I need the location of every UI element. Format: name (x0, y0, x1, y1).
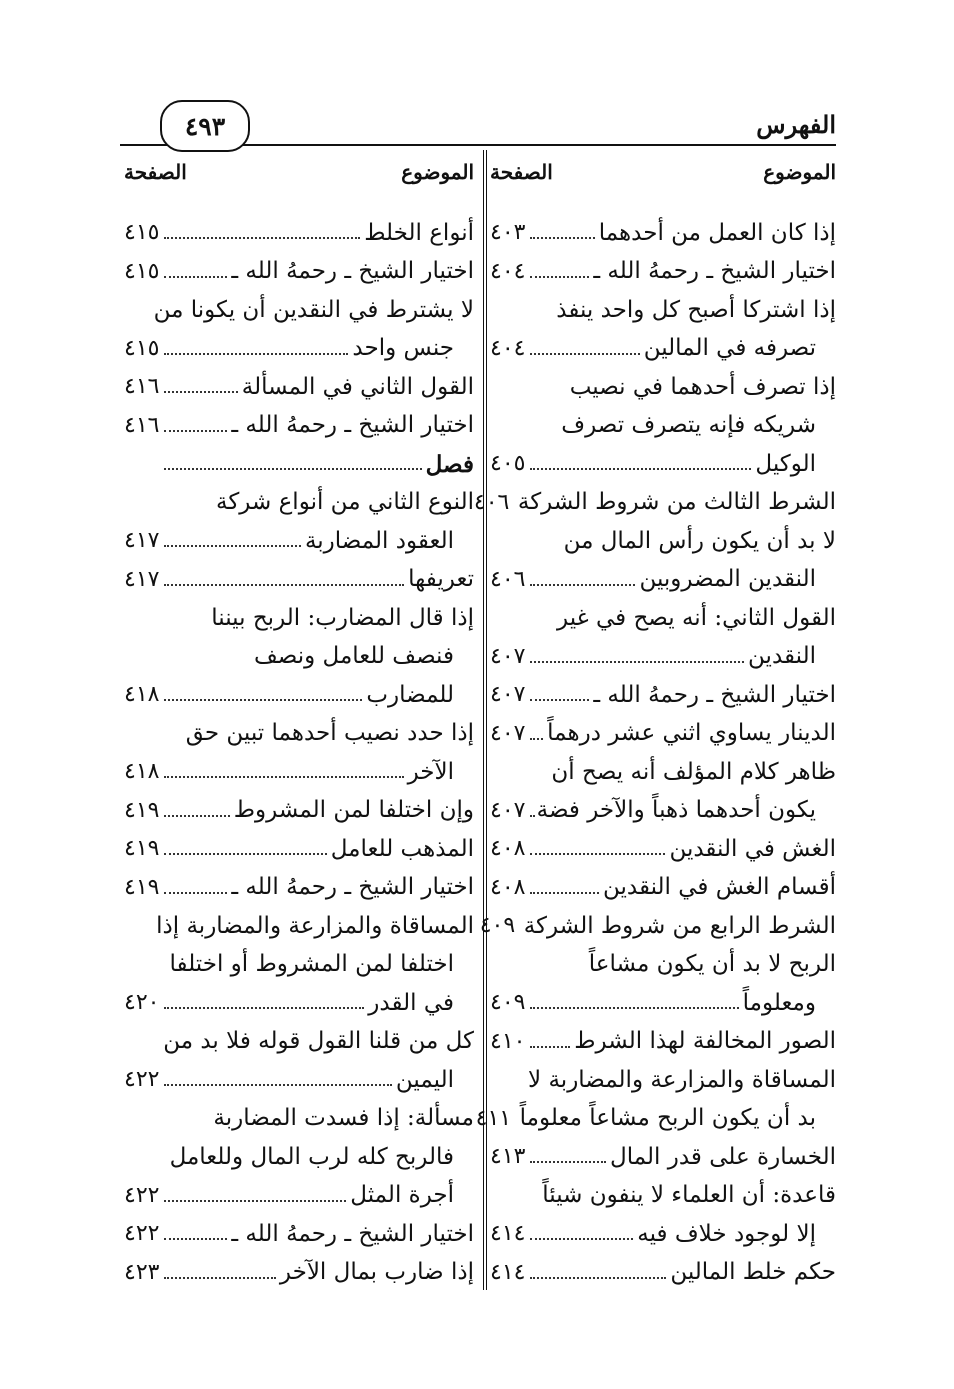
index-entry (490, 1177, 836, 1216)
entry-title: لا يشترط في النقدين أن يكونا من (153, 296, 474, 323)
entry-page-number: ٤٠٦ (473, 489, 510, 515)
index-entry (490, 753, 836, 792)
entry-title: أقسام الغش في النقدين (602, 874, 836, 901)
dot-leader (164, 699, 362, 701)
index-entry (490, 330, 836, 369)
index-entry (473, 484, 836, 523)
index-entry (124, 522, 474, 561)
entry-title: اليمين (395, 1066, 454, 1093)
index-entry (124, 330, 474, 369)
dot-leader (164, 815, 230, 817)
dot-leader (530, 1161, 606, 1163)
entry-title: بد أن يكون الربح مشاعاً معلوماً (519, 1105, 816, 1132)
index-entry (124, 676, 474, 715)
entry-title: فالربح كله لرب المال وللعامل (169, 1143, 454, 1170)
entry-title: شريكه فإنه يتصرف تصرف (561, 412, 816, 439)
entry-page-number: ٤١٣ (490, 1144, 526, 1170)
index-entry (490, 445, 836, 484)
entry-page-number: ٤٠٤ (490, 335, 526, 361)
entry-page-number: ٤١٨ (124, 759, 160, 785)
entry-page-number: ٤١٥ (124, 258, 160, 284)
entry-title: اختيار الشيخ ـ رحمهُ الله ـ (231, 1220, 474, 1247)
entry-page-number: ٤٠٥ (490, 451, 526, 477)
entry-title: تصرفه في المالين (643, 335, 816, 362)
entry-title: إذا حدد نصيب أحدهما تبين حق (185, 720, 474, 747)
entry-title: اختلفا لمن المشروط أو اختلفا (169, 951, 454, 978)
entry-title: يكون أحدهما ذهباً والآخر فضة (536, 797, 816, 824)
dot-leader (164, 353, 348, 355)
index-entry (490, 869, 836, 908)
column-header (490, 160, 836, 204)
entry-page-number: ٤٠٩ (479, 913, 516, 939)
dot-leader (530, 661, 744, 663)
entry-title: اختيار الشيخ ـ رحمهُ الله ـ (593, 258, 836, 285)
entry-page-number: ٤١٠ (490, 1028, 526, 1054)
entry-title: النوع الثاني من أنواع شركة (216, 489, 474, 516)
index-entry (490, 830, 836, 869)
entry-page-number: ٤١٩ (124, 874, 160, 900)
index-entry (124, 1254, 474, 1293)
index-entry (124, 407, 474, 446)
index-entry (124, 1138, 474, 1177)
dot-leader (530, 738, 543, 740)
page-heading: الصفحة (490, 160, 553, 184)
dot-leader (530, 1277, 666, 1279)
entry-title: العقود المضاربة (304, 527, 454, 554)
dot-leader (530, 468, 751, 470)
entry-title: الخسارة على قدر المال (610, 1143, 836, 1170)
index-entry (475, 1100, 836, 1139)
index-entry (490, 792, 836, 831)
dot-leader (530, 276, 589, 278)
index-entry (124, 291, 474, 330)
dot-leader (164, 853, 327, 855)
page-title: الفهرس (756, 110, 836, 139)
index-entry (490, 368, 836, 407)
index-entry (124, 1023, 474, 1062)
entry-title: الشرط الرابع من شروط الشركة (523, 912, 836, 939)
index-entry (490, 522, 836, 561)
entry-title: اختيار الشيخ ـ رحمهُ الله ـ (231, 258, 474, 285)
page-header (120, 100, 836, 148)
index-entry (490, 599, 836, 638)
dot-leader (164, 1200, 346, 1202)
index-entry (124, 907, 474, 946)
dot-leader (164, 584, 404, 586)
index-entry (490, 715, 836, 754)
entry-title: إذا تصرف أحدهما في نصيب (569, 373, 836, 400)
entry-page-number: ٤٠٨ (490, 836, 526, 862)
entry-page-number: ٤٠٤ (490, 258, 526, 284)
dot-leader (530, 353, 640, 355)
index-entry (490, 1061, 836, 1100)
entry-title: فصل (425, 450, 474, 478)
dot-leader (530, 584, 635, 586)
entry-title: أنواع الخلط (364, 219, 474, 246)
entry-title: الشرط الثالث من شروط الشركة (517, 489, 836, 516)
entry-page-number: ٤٠٦ (490, 566, 526, 592)
index-entry (124, 1177, 474, 1216)
entry-title: لا بد أن يكون رأس المال من (563, 527, 836, 554)
entry-title: النقدين المضروبين (639, 566, 816, 593)
entry-page-number: ٤١٩ (124, 836, 160, 862)
entry-page-number: ٤٢٢ (124, 1221, 160, 1247)
dot-leader (164, 892, 227, 894)
index-entry (490, 253, 836, 292)
index-entry (124, 561, 474, 600)
index-entry (124, 753, 474, 792)
entry-page-number: ٤٢٠ (124, 990, 160, 1016)
entry-title: إذا كان العمل من أحدهما (598, 219, 836, 246)
dot-leader (164, 776, 404, 778)
entry-title: الدينار يساوي اثني عشر درهماً (547, 720, 836, 747)
entry-title: القول الثاني في المسألة (241, 373, 474, 400)
index-entry (124, 484, 474, 523)
index-entry (490, 291, 836, 330)
entry-page-number: ٤٠٧ (490, 643, 526, 669)
index-entry (124, 1215, 474, 1254)
index-entry (124, 946, 474, 985)
entry-page-number: ٤٠٨ (490, 874, 526, 900)
dot-leader (530, 237, 595, 239)
entry-title: المساقاة والمزارعة والمضاربة إذا (156, 912, 474, 939)
index-entry (124, 214, 474, 253)
index-entry (124, 368, 474, 407)
index-entry (124, 445, 474, 484)
dot-leader (530, 699, 589, 701)
entry-title: القول الثاني: أنه يصح في غير (557, 604, 836, 631)
entry-title: المساقاة والمزارعة والمضاربة لا (528, 1066, 836, 1093)
index-entry (124, 984, 474, 1023)
dot-leader (164, 1277, 276, 1279)
entry-page-number: ٤١٥ (124, 220, 160, 246)
index-entry (490, 1138, 836, 1177)
entry-title: الربح لا بد أن يكون مشاعاً (588, 951, 836, 978)
index-entry (490, 1023, 836, 1062)
entry-title: مسألة: إذا فسدت المضاربة (213, 1105, 474, 1132)
index-entry (124, 253, 474, 292)
entry-page-number: ٤٠٧ (490, 797, 526, 823)
entry-page-number: ٤٠٣ (490, 220, 526, 246)
index-column-left (124, 160, 474, 1290)
dot-leader (164, 1007, 364, 1009)
entry-title: الوكيل (755, 450, 816, 477)
index-entry (124, 1100, 474, 1139)
entry-title: اختيار الشيخ ـ رحمهُ الله ـ (231, 412, 474, 439)
dot-leader (164, 237, 360, 239)
dot-leader (164, 1084, 392, 1086)
dot-leader (164, 545, 301, 547)
entry-page-number: ٤٠٩ (490, 990, 526, 1016)
dot-leader (530, 815, 533, 817)
entry-page-number: ٤٢٣ (124, 1259, 160, 1285)
entry-page-number: ٤١٤ (490, 1221, 526, 1247)
entry-list (473, 214, 836, 1292)
entry-title: النقدين (748, 643, 816, 670)
entry-title: تعريفها (408, 566, 474, 593)
index-entry (490, 561, 836, 600)
page-heading: الصفحة (124, 160, 187, 184)
index-column-right (473, 160, 836, 1290)
index-entry (124, 1061, 474, 1100)
entry-page-number: ٤٠٧ (490, 682, 526, 708)
entry-page-number: ٤١٧ (124, 528, 160, 554)
entry-title: إذا قال المضارب: الربح بيننا (211, 604, 474, 631)
index-entry (490, 214, 836, 253)
entry-title: اختيار الشيخ ـ رحمهُ الله ـ (593, 681, 836, 708)
index-entry (490, 638, 836, 677)
entry-page-number: ٤٢٢ (124, 1067, 160, 1093)
dot-leader (164, 276, 227, 278)
index-entry (490, 946, 836, 985)
index-entry (124, 638, 474, 677)
dot-leader (164, 468, 422, 470)
dot-leader (164, 391, 238, 393)
entry-title: المذهب للعامل (330, 835, 474, 862)
index-entry (124, 599, 474, 638)
entry-title: جنس واحد (352, 335, 454, 362)
entry-title: إلا لوجود خلاف فيه (637, 1220, 816, 1247)
entry-page-number: ٤١٧ (124, 566, 160, 592)
entry-page-number: ٤١٥ (124, 335, 160, 361)
dot-leader (530, 892, 599, 894)
dot-leader (530, 1007, 739, 1009)
index-entry (124, 792, 474, 831)
dot-leader (530, 853, 665, 855)
entry-title: ظاهر كلام المؤلف أنه يصح أن (551, 758, 836, 785)
column-header (124, 160, 474, 204)
index-entry (124, 830, 474, 869)
entry-page-number: ٤٠٧ (490, 720, 526, 746)
entry-title: الصور المخالفة لهذا الشرط (574, 1028, 836, 1055)
entry-title: في القدر (368, 989, 454, 1016)
entry-title: قاعدة: أن العلماء لا ينفون شيئاً (542, 1182, 836, 1209)
entry-title: الآخر (407, 758, 454, 785)
entry-title: الغش في النقدين (669, 835, 836, 862)
index-entry (490, 1215, 836, 1254)
entry-page-number: ٤١٨ (124, 682, 160, 708)
index-entry (124, 869, 474, 908)
index-entry (479, 907, 836, 946)
entry-title: أجرة المثل (350, 1182, 454, 1209)
entry-title: وإن اختلفا لمن المشروط (233, 797, 474, 824)
topic-heading: الموضوع (763, 160, 836, 184)
entry-title: كل من قلنا القول قوله فلا بد من (163, 1028, 474, 1055)
entry-title: للمضارب (366, 681, 454, 708)
entry-page-number: ٤١٦ (124, 374, 160, 400)
entry-page-number: ٤١٩ (124, 797, 160, 823)
dot-leader (164, 430, 227, 432)
entry-list (124, 214, 474, 1292)
dot-leader (530, 1238, 633, 1240)
entry-title: حكم خلط المالين (670, 1259, 836, 1286)
page-number-badge: ٤٩٣ (160, 100, 250, 152)
entry-title: ومعلوماً (742, 989, 816, 1016)
index-entry (490, 1254, 836, 1293)
entry-page-number: ٤١١ (475, 1105, 512, 1131)
index-entry (124, 715, 474, 754)
entry-page-number: ٤٢٢ (124, 1182, 160, 1208)
entry-page-number: ٤١٦ (124, 412, 160, 438)
entry-page-number: ٤١٤ (490, 1259, 526, 1285)
entry-title: إذا اشتركا أصبح كل واحد ينفذ (556, 296, 836, 323)
index-entry (490, 984, 836, 1023)
index-entry (490, 676, 836, 715)
dot-leader (164, 1238, 227, 1240)
entry-title: اختيار الشيخ ـ رحمهُ الله ـ (231, 874, 474, 901)
topic-heading: الموضوع (401, 160, 474, 184)
entry-title: فنصف للعامل ونصف (253, 643, 454, 670)
entry-title: إذا ضارب بمال الآخر (279, 1259, 474, 1286)
dot-leader (530, 1046, 570, 1048)
index-entry (490, 407, 836, 446)
